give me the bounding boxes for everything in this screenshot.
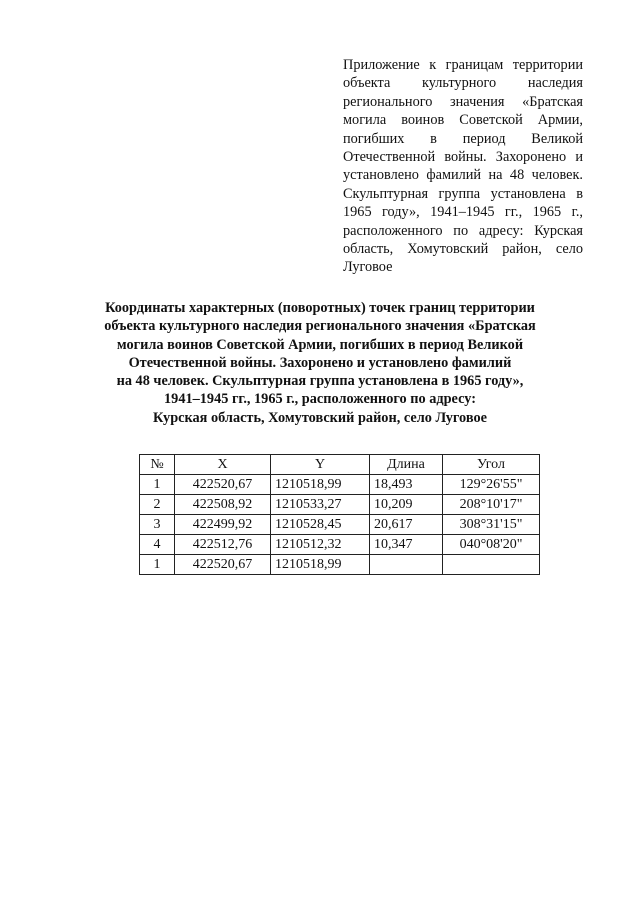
table-body (140, 475, 540, 575)
appendix-note (343, 56, 583, 277)
appendix-note-line: погибших в период Великой (343, 130, 583, 147)
cell-length: 10,347 (370, 535, 443, 555)
cell-number: 1 (140, 555, 175, 575)
appendix-note-line: регионального значения «Братская (343, 93, 583, 110)
header-x: X (175, 455, 271, 475)
header-length: Длина (370, 455, 443, 475)
cell-angle: 208°10'17" (443, 495, 540, 515)
heading-line: объекта культурного наследия регионального значения «Братская (104, 318, 536, 335)
table-header-row (140, 455, 540, 475)
document-heading (62, 299, 578, 427)
table-row (140, 555, 540, 575)
table-row (140, 515, 540, 535)
cell-length: 20,617 (370, 515, 443, 535)
cell-y: 1210528,45 (271, 515, 370, 535)
appendix-note-line: расположенного по адресу: Курская (343, 222, 583, 239)
appendix-note-line: Отечественной войны. Захоронено и (343, 149, 583, 166)
appendix-note-line: Луговое (343, 259, 393, 276)
appendix-note-line: могила воинов Советской Армии, (343, 112, 583, 129)
cell-x: 422520,67 (175, 555, 271, 575)
appendix-note-line: область, Хомутовский район, село (343, 241, 583, 258)
cell-length: 18,493 (370, 475, 443, 495)
cell-angle: 308°31'15" (443, 515, 540, 535)
cell-angle: 129°26'55" (443, 475, 540, 495)
cell-x: 422520,67 (175, 475, 271, 495)
header-angle: Угол (443, 455, 540, 475)
appendix-note-line: установлено фамилий на 48 человек. (343, 167, 583, 184)
cell-number: 3 (140, 515, 175, 535)
cell-length (370, 555, 443, 575)
table-row (140, 495, 540, 515)
heading-line: Курская область, Хомутовский район, село Луговое (153, 409, 487, 426)
table-row (140, 475, 540, 495)
cell-x: 422499,92 (175, 515, 271, 535)
cell-number: 4 (140, 535, 175, 555)
table-row (140, 535, 540, 555)
cell-angle (443, 555, 540, 575)
cell-y: 1210512,32 (271, 535, 370, 555)
cell-y: 1210518,99 (271, 555, 370, 575)
header-y: Y (271, 455, 370, 475)
cell-y: 1210533,27 (271, 495, 370, 515)
heading-line: на 48 человек. Скульптурная группа установлена в 1965 году», (116, 373, 524, 390)
heading-line: Отечественной войны. Захоронено и установлено фамилий (128, 354, 512, 371)
cell-number: 1 (140, 475, 175, 495)
heading-line: 1941–1945 гг., 1965 г., расположенного по адресу: (164, 391, 476, 408)
heading-line: могила воинов Советской Армии, погибших в период Великой (116, 336, 524, 353)
cell-x: 422508,92 (175, 495, 271, 515)
header-number: № (140, 455, 175, 475)
cell-x: 422512,76 (175, 535, 271, 555)
appendix-note-line: 1965 году», 1941–1945 гг., 1965 г., (343, 204, 583, 221)
cell-angle: 040°08'20" (443, 535, 540, 555)
cell-length: 10,209 (370, 495, 443, 515)
appendix-note-line: Приложение к границам территории (343, 57, 583, 73)
cell-y: 1210518,99 (271, 475, 370, 495)
cell-number: 2 (140, 495, 175, 515)
heading-line: Координаты характерных (поворотных) точек границ территории (105, 300, 535, 316)
coordinates-table (139, 454, 540, 575)
appendix-note-line: объекта культурного наследия (343, 75, 583, 92)
appendix-note-line: Скульптурная группа установлена в (343, 185, 583, 202)
